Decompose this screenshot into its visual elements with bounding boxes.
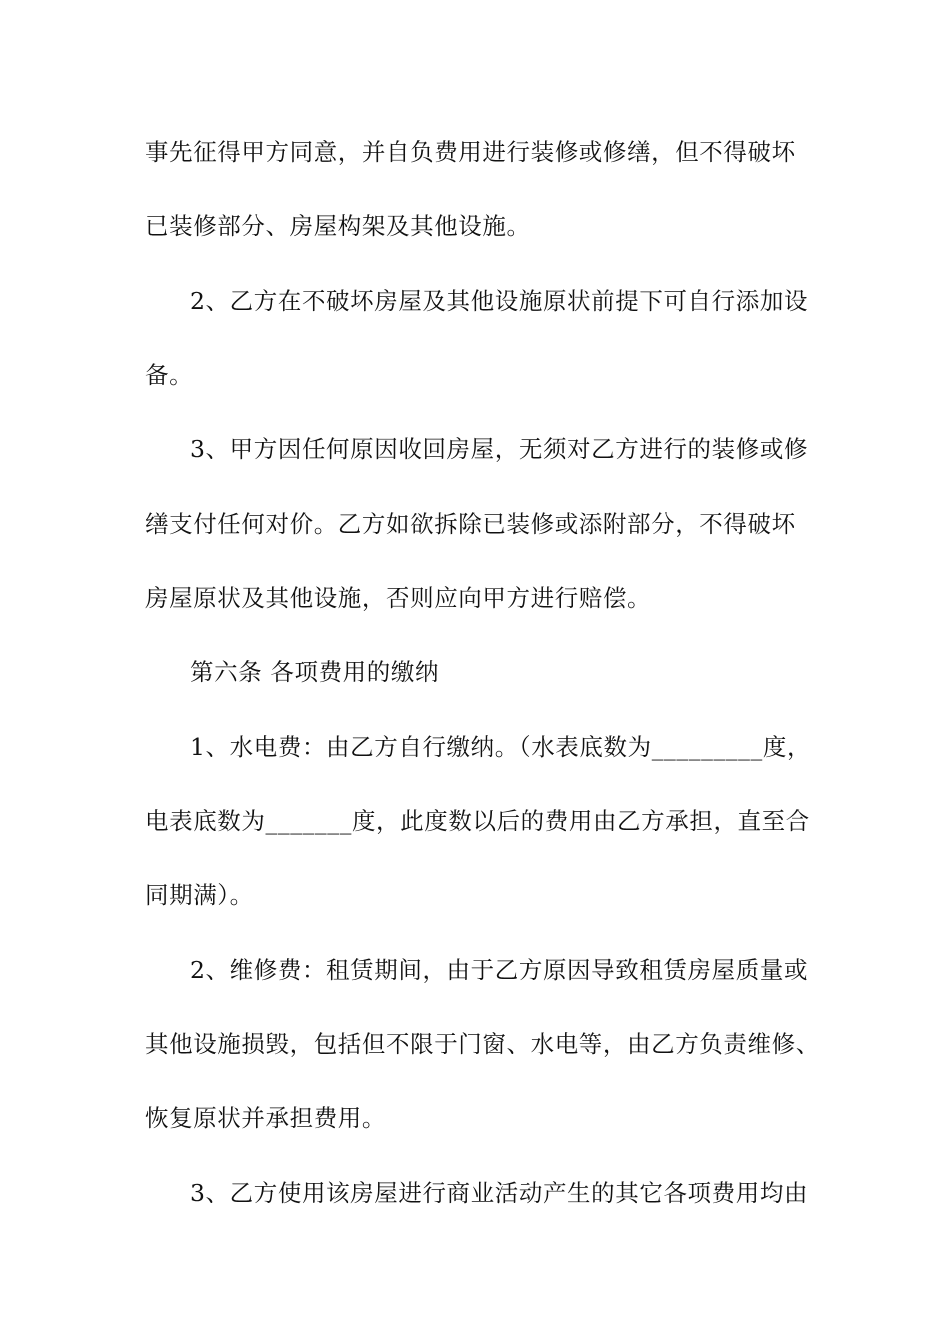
paragraph-line: 电表底数为_______度，此度数以后的费用由乙方承担，直至合 — [145, 807, 810, 835]
paragraph-line: 其他设施损毁，包括但不限于门窗、水电等，由乙方负责维修、 — [145, 1030, 820, 1058]
paragraph-line: 事先征得甲方同意，并自负费用进行装修或修缮，但不得破坏 — [145, 138, 796, 166]
paragraph-line: 已装修部分、房屋构架及其他设施。 — [145, 212, 531, 240]
section-heading: 第六条 各项费用的缴纳 — [190, 658, 440, 686]
paragraph-line: 备。 — [145, 361, 194, 389]
paragraph-line: 缮支付任何对价。乙方如欲拆除已装修或添附部分，不得破坏 — [145, 510, 796, 538]
paragraph-line: 3、乙方使用该房屋进行商业活动产生的其它各项费用均由 — [190, 1179, 809, 1207]
paragraph-line: 房屋原状及其他设施，否则应向甲方进行赔偿。 — [145, 584, 652, 612]
paragraph-line: 同期满）。 — [145, 881, 254, 909]
paragraph-line: 1、水电费：由乙方自行缴纳。（水表底数为_________度， — [190, 733, 812, 761]
paragraph-line: 2、乙方在不破坏房屋及其他设施原状前提下可自行添加设 — [190, 287, 809, 315]
paragraph-line: 恢复原状并承担费用。 — [145, 1104, 386, 1132]
paragraph-line: 2、维修费：租赁期间，由于乙方原因导致租赁房屋质量或 — [190, 956, 809, 984]
paragraph-line: 3、甲方因任何原因收回房屋，无须对乙方进行的装修或修 — [190, 435, 809, 463]
